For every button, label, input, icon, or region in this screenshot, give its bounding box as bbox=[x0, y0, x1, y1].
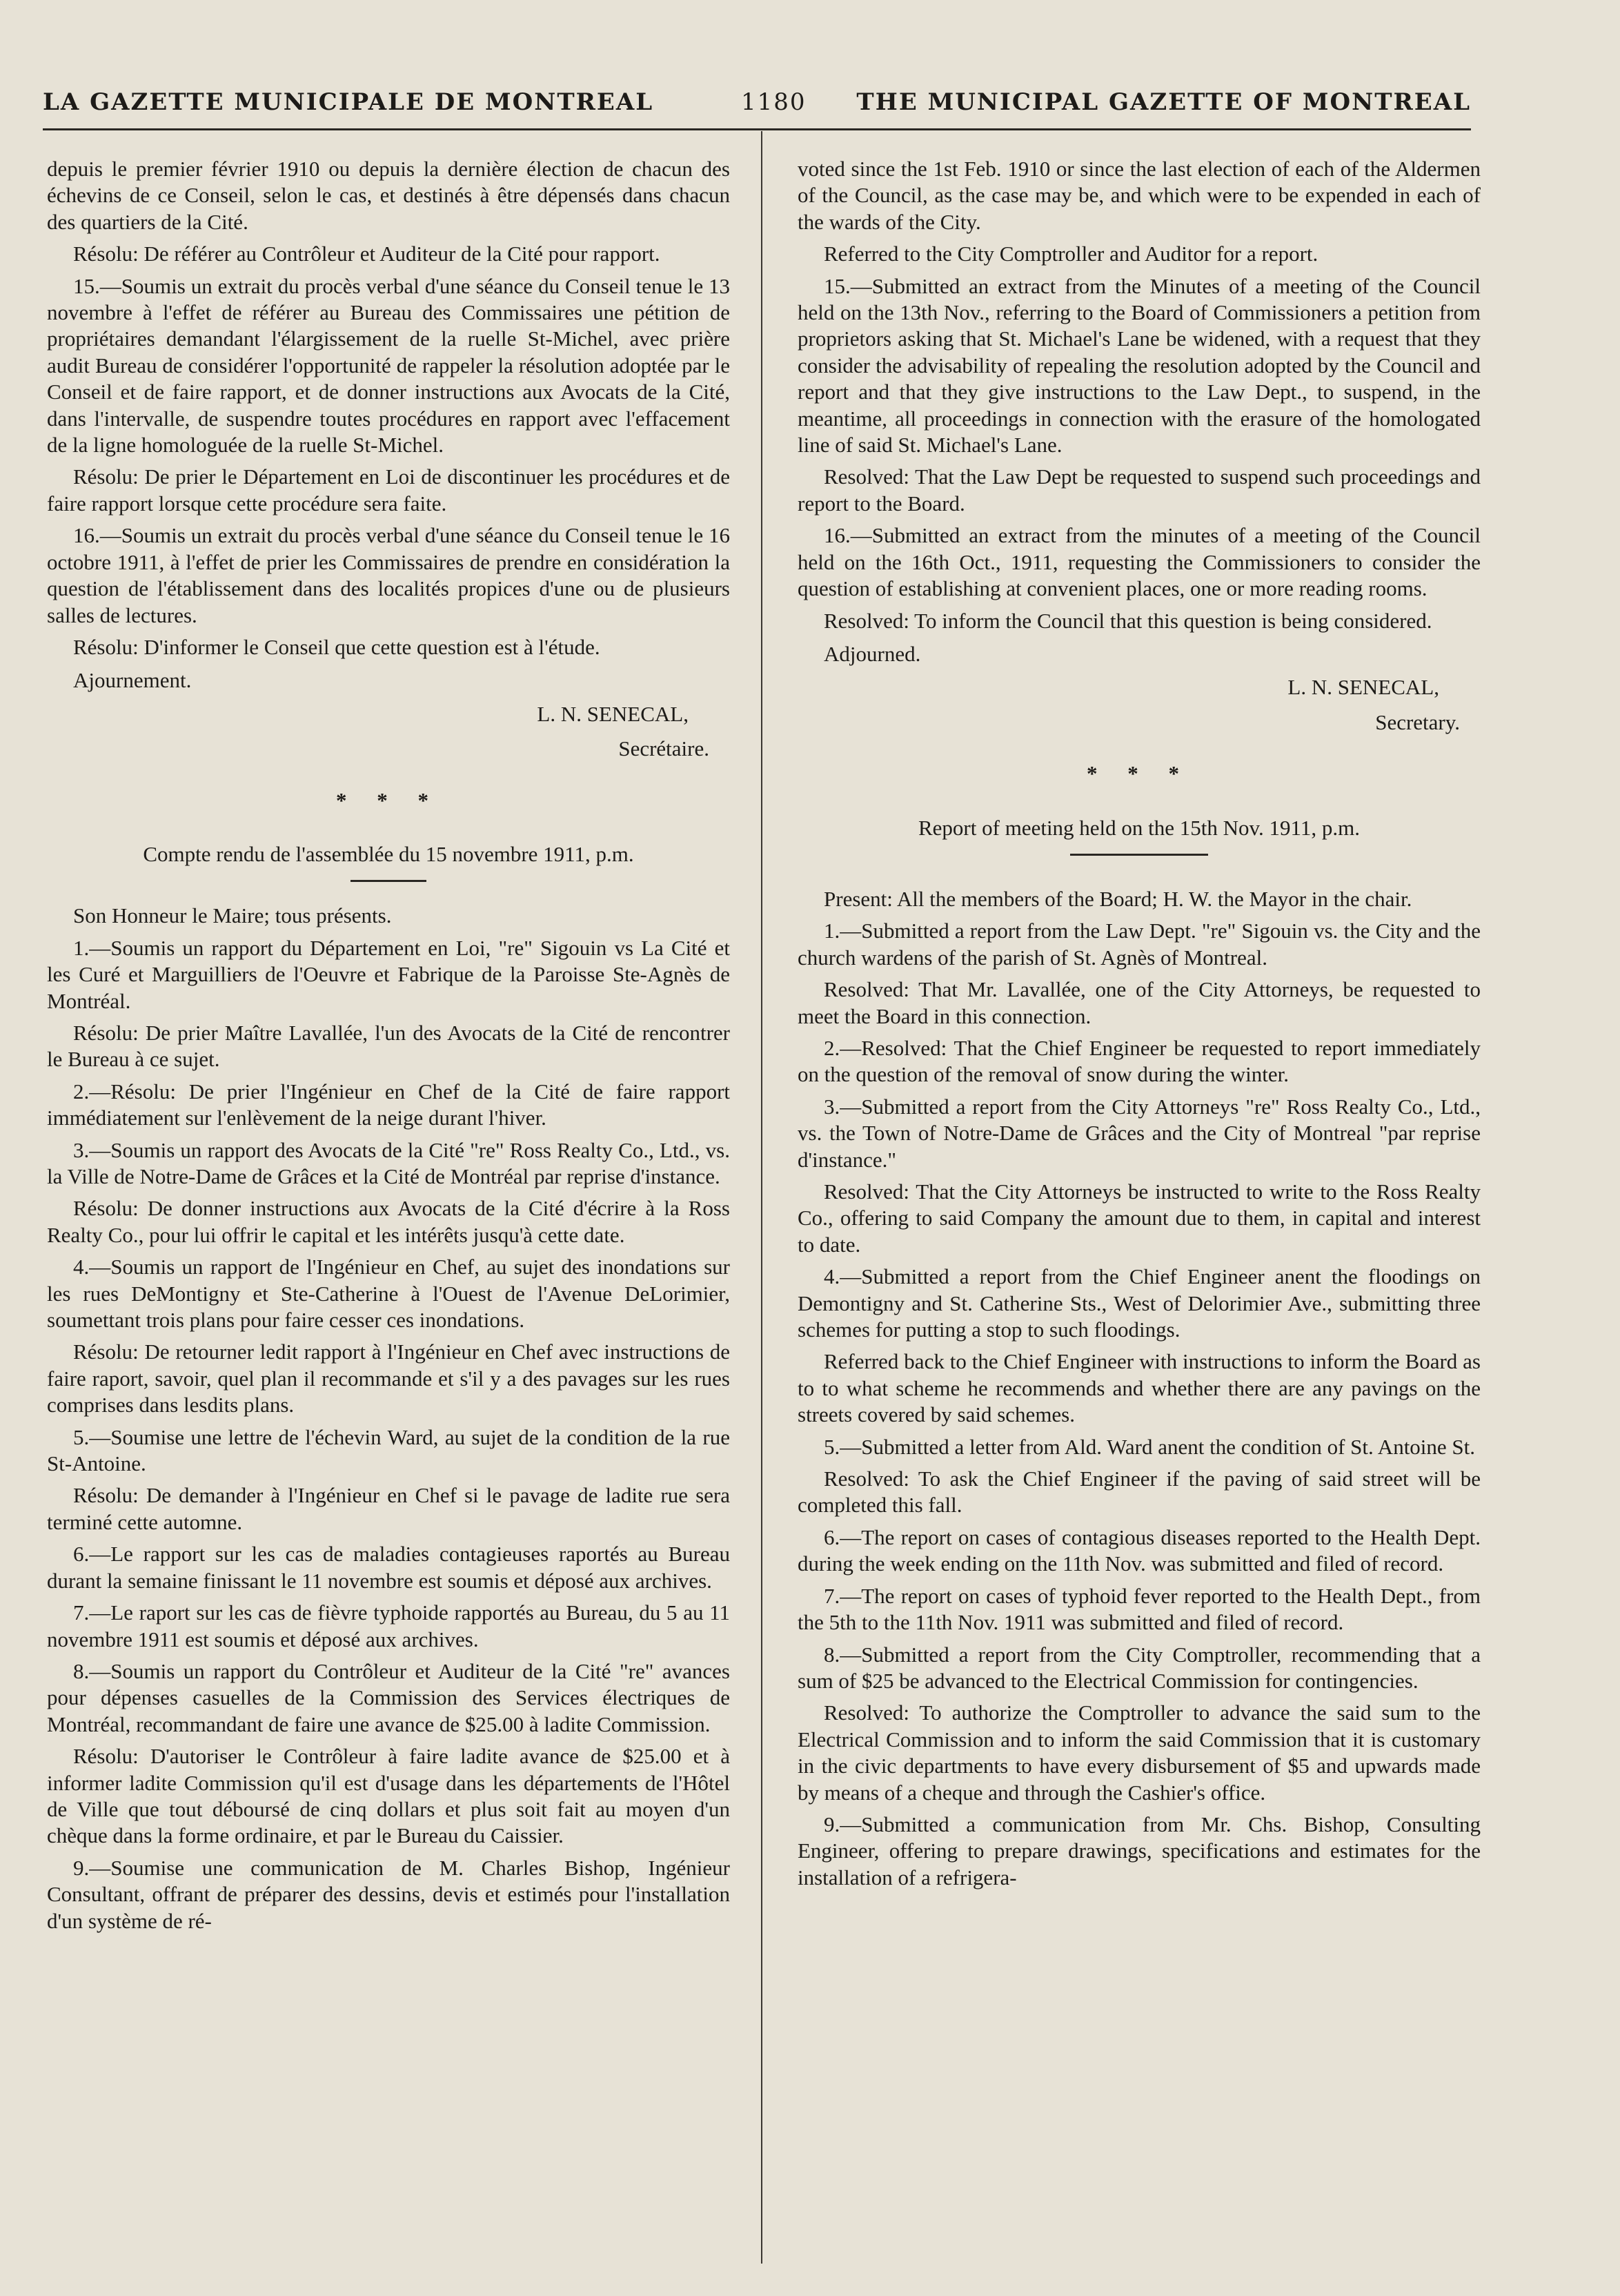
item-2: 2.—Resolved: That the Chief Engineer be requested to report immediately on the question of the removal of snow during the winter. bbox=[798, 1035, 1481, 1087]
signer-title: Secrétaire. bbox=[618, 736, 709, 761]
item-1: 1.—Submitted a report from the Law Dept. "re" Sigouin vs. the City and the church wardens of the parish of St. Agnès of Montreal. bbox=[798, 919, 1481, 970]
item-6: 6.—Le rapport sur les cas de maladies contagieuses raportés au Bureau durant la semaine finissant le 11 novembre est soumis et déposé aux archives. bbox=[47, 1542, 730, 1593]
signer-name: L. N. SENECAL, bbox=[537, 701, 689, 726]
item-8: 8.—Soumis un rapport du Contrôleur et Auditeur de la Cité "re" avances pour dépenses casuelles de la Commission des Services électriques de Montréal, recommandant de faire une avance de $25.00 à ladite Commission. bbox=[47, 1658, 730, 1736]
item-7: 7.—Le raport sur les cas de fièvre typhoide rapportés au Bureau, du 5 au 11 novembre 1911 est soumis et déposé aux archives. bbox=[47, 1600, 730, 1651]
resolution-16: Résolu: D'informer le Conseil que cette question est à l'étude. bbox=[73, 634, 600, 659]
resolution-3: Resolved: That the City Attorneys be instructed to write to the Ross Realty Co., offering to said Company the amount due to them, in capital and interest to date. bbox=[798, 1179, 1481, 1257]
resolution-5: Resolved: To ask the Chief Engineer if the paving of said street will be completed this fall. bbox=[798, 1466, 1481, 1518]
section-separator: * * * bbox=[1087, 761, 1192, 786]
resolution-intro: Résolu: De référer au Contrôleur et Auditeur de la Cité pour rapport. bbox=[73, 242, 660, 266]
item-4: 4.—Submitted a report from the Chief Engineer anent the floodings on Demontigny and St. Catherine Sts., West of Delorimier Ave., submitting three schemes for putting a stop to such floodings. bbox=[798, 1264, 1481, 1342]
item-1: 1.—Soumis un rapport du Département en Loi, "re" Sigouin vs La Cité et les Curé et Marguilliers de l'Oeuvre et Fabrique de la Paroisse Ste-Agnès de Montréal. bbox=[47, 935, 730, 1013]
resolution-15: Resolved: That the Law Dept be requested to suspend such proceedings and report to the Board. bbox=[798, 464, 1481, 516]
item-7: 7.—The report on cases of typhoid fever reported to the Health Dept., from the 5th to the 11th Nov. 1911 was submitted and filed of record. bbox=[798, 1583, 1481, 1635]
item-3: 3.—Soumis un rapport des Avocats de la Cité "re" Ross Realty Co., Ltd., vs. la Ville de Notre-Dame de Grâces et la Cité de Montréal par reprise d'instance. bbox=[47, 1137, 730, 1188]
signer-title: Secretary. bbox=[1375, 709, 1460, 734]
resolution-4: Résolu: De retourner ledit rapport à l'Ingénieur en Chef avec instructions de faire raport, savoir, quel plan il recommande et s'il y a des pavages sur les rues comprises dans lesdits plans. bbox=[47, 1340, 730, 1417]
paragraph-intro: depuis le premier février 1910 ou depuis la dernière élection de chacun des échevins de ce Conseil, selon le cas, et destinés à être dépensés dans chacun des quartiers de la Cité. bbox=[47, 157, 730, 234]
resolution-15: Résolu: De prier le Département en Loi de discontinuer les procédures et de faire rapport lorsque cette procédure sera faite. bbox=[47, 464, 730, 516]
resolution-intro: Referred to the City Comptroller and Auditor for a report. bbox=[824, 242, 1318, 266]
resolution-1: Resolved: That Mr. Lavallée, one of the City Attorneys, be requested to meet the Board in this connection. bbox=[798, 977, 1481, 1028]
title-rule bbox=[350, 880, 426, 882]
item-8: 8.—Submitted a report from the City Comptroller, recommending that a sum of $25 be advanced to the Electrical Commission for contingencies. bbox=[798, 1642, 1481, 1693]
column-divider bbox=[761, 131, 762, 2264]
item-9: 9.—Soumise une communication de M. Charles Bishop, Ingénieur Consultant, offrant de préparer des dessins, devis et estimés pour l'installation d'un système de ré- bbox=[47, 1855, 730, 1933]
section-separator: * * * bbox=[336, 787, 441, 812]
resolution-4: Referred back to the Chief Engineer with instructions to inform the Board as to to what scheme he recommends and whether there are any pavings on the streets covered by said schemes. bbox=[798, 1349, 1481, 1427]
item-5: 5.—Submitted a letter from Ald. Ward anent the condition of St. Antoine St. bbox=[824, 1434, 1476, 1459]
item-16: 16.—Soumis un extrait du procès verbal d'une séance du Conseil tenue le 16 octobre 1911, à l'effet de prier les Commissaires de prendre en considération la question de l'établissement dans des localités propices d'une ou de plusieurs salles de lectures. bbox=[47, 523, 730, 627]
adjournment: Adjourned. bbox=[824, 641, 921, 666]
header-english-title: THE MUNICIPAL GAZETTE OF MONTREAL bbox=[856, 88, 1471, 116]
resolution-8: Resolved: To authorize the Comptroller to advance the said sum to the Electrical Commission and to inform the said Commission that it is customary in the civic departments to have every disbursement of $5 and upwards made by means of a cheque and through the Cashier's office. bbox=[798, 1700, 1481, 1805]
item-15: 15.—Submitted an extract from the Minutes of a meeting of the Council held on the 13th Nov., referring to the Board of Commissioners a petition from proprietors asking that St. Michael's Lane be widened, with a request that they consider the advisability of repealing the resolution adopted by the Council and report and that they give instructions to the Law Dept., to suspend, in the meantime, all proceedings in connection with the erasure of the homologated line of said St. Michael's Lane. bbox=[798, 273, 1481, 458]
item-6: 6.—The report on cases of contagious diseases reported to the Health Dept. during the week ending on the 11th Nov. was submitted and filed of record. bbox=[798, 1524, 1481, 1576]
resolution-16: Resolved: To inform the Council that this question is being considered. bbox=[824, 608, 1432, 633]
english-column bbox=[798, 156, 1481, 1896]
item-5: 5.—Soumise une lettre de l'échevin Ward, au sujet de la condition de la rue St-Antoine. bbox=[47, 1424, 730, 1476]
meeting-title: Report of meeting held on the 15th Nov. 1911, p.m. bbox=[918, 815, 1360, 840]
resolution-8: Résolu: D'autoriser le Contrôleur à faire ladite avance de $25.00 et à informer ladite Commission qu'il est d'usage dans les départements de l'Hôtel de Ville que tout déboursé de cinq dollars et plus soit fait au moyen d'un chèque dans la forme ordinaire, et par le Bureau du Caissier. bbox=[47, 1744, 730, 1848]
item-9: 9.—Submitted a communication from Mr. Chs. Bishop, Consulting Engineer, offering to prepare drawings, specifications and estimates for the installation of a refrigera- bbox=[798, 1812, 1481, 1890]
paragraph-intro: voted since the 1st Feb. 1910 or since the last election of each of the Aldermen of the Council, as the case may be, and which were to be expended in each of the wards of the City. bbox=[798, 157, 1481, 234]
item-16: 16.—Submitted an extract from the minutes of a meeting of the Council held on the 16th Oct., 1911, requesting the Commissioners to consider the question of establishing at convenient places, one or more reading rooms. bbox=[798, 523, 1481, 601]
title-rule bbox=[1070, 854, 1208, 856]
adjournment: Ajournement. bbox=[73, 668, 192, 693]
resolution-3: Résolu: De donner instructions aux Avocats de la Cité d'écrire à la Ross Realty Co., pour lui offrir le capital et les intérêts jusqu'à cette date. bbox=[47, 1196, 730, 1247]
page-number: 1180 bbox=[741, 88, 807, 116]
meeting-title: Compte rendu de l'assemblée du 15 novembre 1911, p.m. bbox=[143, 841, 634, 866]
header-rule bbox=[43, 128, 1471, 130]
attendance: Son Honneur le Maire; tous présents. bbox=[73, 903, 392, 928]
item-4: 4.—Soumis un rapport de l'Ingénieur en Chef, au sujet des inondations sur les rues DeMontigny et Ste-Catherine à l'Ouest de l'Avenue DeLorimier, soumettant trois plans pour faire cesser ces inondations. bbox=[47, 1255, 730, 1333]
french-column bbox=[47, 156, 730, 1940]
header-french-title: LA GAZETTE MUNICIPALE DE MONTREAL bbox=[43, 88, 654, 116]
page-header bbox=[43, 88, 1471, 123]
signer-name: L. N. SENECAL, bbox=[1287, 675, 1439, 700]
item-15: 15.—Soumis un extrait du procès verbal d'une séance du Conseil tenue le 13 novembre à l'effet de référer au Bureau des Commissaires une pétition de propriétaires demandant l'élargissement de la ruelle St-Michel, avec prière audit Bureau de considérer l'opportunité de rappeler la résolution adoptée par le Conseil et de faire rapport, et de donner instructions aux Avocats de la Cité, dans l'intervalle, de suspendre toutes procédures en rapport avec l'effacement de la ligne homologuée de la ruelle St-Michel. bbox=[47, 273, 730, 458]
resolution-5: Résolu: De demander à l'Ingénieur en Chef si le pavage de ladite rue sera terminé cette automne. bbox=[47, 1483, 730, 1534]
resolution-1: Résolu: De prier Maître Lavallée, l'un des Avocats de la Cité de rencontrer le Bureau à ce sujet. bbox=[47, 1020, 730, 1072]
item-2: 2.—Résolu: De prier l'Ingénieur en Chef de la Cité de faire rapport immédiatement sur l'enlèvement de la neige durant l'hiver. bbox=[47, 1079, 730, 1130]
item-3: 3.—Submitted a report from the City Attorneys "re" Ross Realty Co., Ltd., vs. the Town of Notre-Dame de Grâces and the City of Montreal "par reprise d'instance." bbox=[798, 1094, 1481, 1172]
attendance: Present: All the members of the Board; H. W. the Mayor in the chair. bbox=[824, 886, 1412, 911]
